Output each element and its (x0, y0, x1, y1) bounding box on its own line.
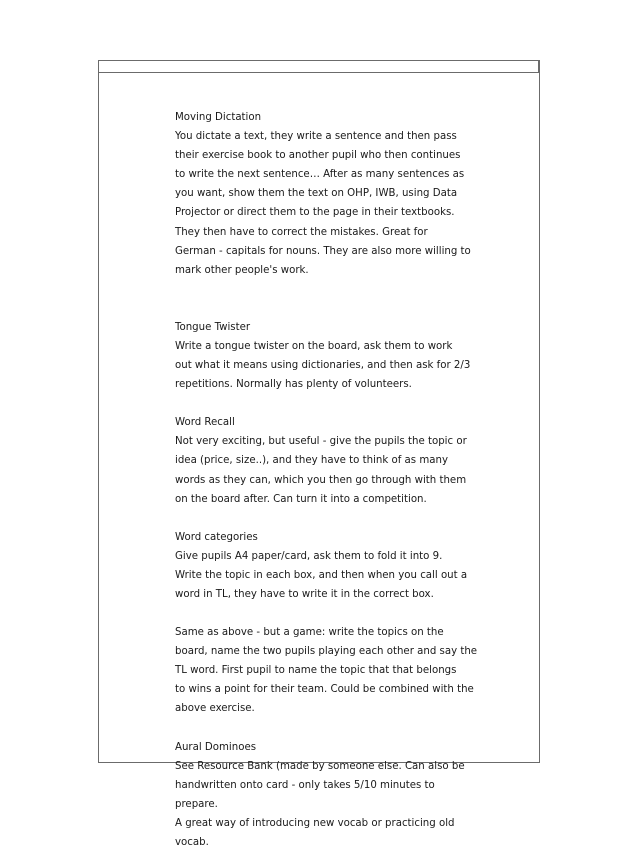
text-line: Write a tongue twister on the board, ask them to work (175, 340, 453, 352)
section-tongue-twister (175, 318, 475, 394)
text-line: Give pupils A4 paper/card, ask them to fold it into 9. (175, 550, 443, 562)
spacer (175, 509, 475, 528)
section-title: Moving Dictation (175, 112, 262, 123)
spacer (175, 394, 475, 413)
spacer (175, 719, 475, 738)
text-line: handwritten onto card - only takes 5/10 minutes to (175, 779, 435, 791)
text-line: See Resource Bank (made by someone else. Can also be (175, 760, 465, 772)
text-line: A great way of introducing new vocab or practicing old (175, 817, 455, 829)
text-line: word in TL, they have to write it in the correct box. (175, 588, 434, 600)
text-line: on the board after. Can turn it into a competition. (175, 493, 427, 505)
text-line: above exercise. (175, 703, 255, 715)
text-line: TL word. First pupil to name the topic that that belongs (175, 665, 457, 677)
spacer (175, 280, 475, 318)
spacer (175, 604, 475, 623)
text-line: idea (price, size..), and they have to think of as many (175, 455, 448, 467)
section-title: Tongue Twister (175, 321, 251, 333)
text-line: you want, show them the text on OHP, IWB, using Data (175, 188, 458, 200)
text-line: vocab. (175, 837, 209, 848)
section-word-recall (175, 413, 475, 508)
text-line: to write the next sentence… After as many sentences as (175, 169, 465, 181)
text-line: repetitions. Normally has plenty of volunteers. (175, 379, 412, 391)
text-line: prepare. (175, 798, 218, 810)
section-title: Aural Dominoes (175, 741, 257, 753)
text-line: Projector or direct them to the page in their textbooks. (175, 207, 455, 219)
text-line: Write the topic in each box, and then when you call out a (175, 569, 468, 581)
text-line: to wins a point for their team. Could be combined with the (175, 684, 474, 696)
section-aural-dominoes (175, 738, 475, 852)
text-line: their exercise book to another pupil who then continues (175, 150, 461, 162)
text-line: board, name the two pupils playing each other and say the (175, 646, 478, 658)
document-body (175, 108, 478, 852)
section-title: Word categories (175, 531, 258, 543)
section-word-categories (175, 528, 475, 604)
text-line: words as they can, which you then go through with them (175, 474, 467, 486)
text-line: German - capitals for nouns. They are also more willing to (175, 245, 471, 257)
text-line: You dictate a text, they write a sentence and then pass (175, 131, 457, 143)
text-line: Not very exciting, but useful - give the pupils the topic or (175, 436, 467, 448)
section-title: Word Recall (175, 417, 235, 429)
text-line: mark other people's work. (175, 264, 309, 276)
text-line: They then have to correct the mistakes. Great for (175, 226, 428, 238)
section-word-categories-game (175, 623, 478, 718)
text-line: out what it means using dictionaries, and then ask for 2/3 (175, 360, 471, 372)
text-line: Same as above - but a game: write the topics on the (175, 627, 444, 639)
section-moving-dictation (175, 108, 475, 280)
